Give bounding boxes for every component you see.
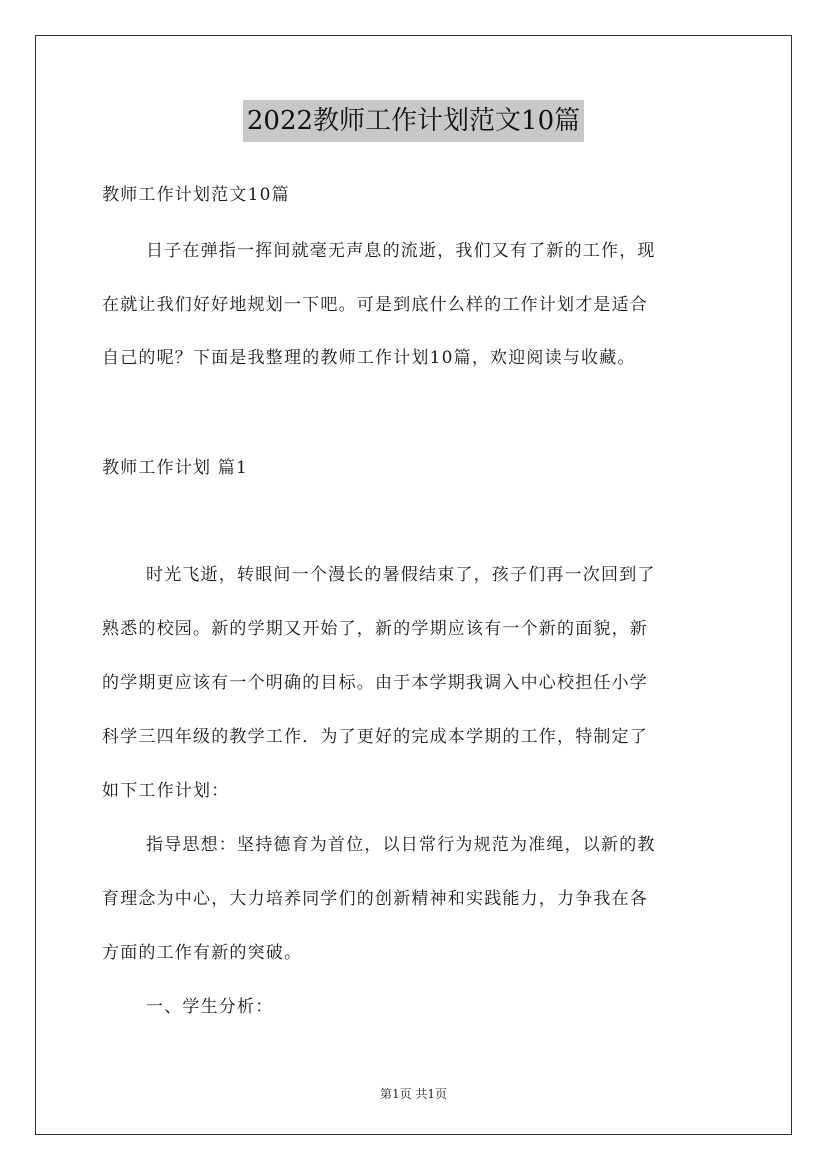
- paragraph-line: 指导思想：坚持德育为首位，以日常行为规范为准绳，以新的教: [146, 835, 656, 855]
- paragraph-line: 科学三四年级的教学工作．为了更好的完成本学期的工作，特制定了: [102, 727, 648, 747]
- document-title-text: 2022教师工作计划范文10篇: [243, 100, 584, 142]
- document-subtitle: 教师工作计划范文10篇: [102, 185, 290, 205]
- paragraph-line: 育理念为中心，大力培养同学们的创新精神和实践能力，力争我在各: [102, 889, 648, 909]
- paragraph-line: 的学期更应该有一个明确的目标。由于本学期我调入中心校担任小学: [102, 673, 648, 693]
- section-heading: 教师工作计划 篇1: [102, 458, 249, 478]
- paragraph-line: 如下工作计划：: [102, 781, 230, 801]
- intro-line: 在就让我们好好地规划一下吧。可是到底什么样的工作计划才是适合: [102, 295, 648, 315]
- intro-line: 日子在弹指一挥间就毫无声息的流逝，我们又有了新的工作，现: [146, 241, 656, 261]
- paragraph-line: 方面的工作有新的突破。: [102, 943, 303, 963]
- document-title: [0, 100, 827, 142]
- intro-line: 自己的呢？下面是我整理的教师工作计划10篇，欢迎阅读与收藏。: [102, 348, 636, 368]
- paragraph-line: 时光飞逝，转眼间一个漫长的暑假结束了，孩子们再一次回到了: [146, 565, 656, 585]
- page-footer: 第1页 共1页: [379, 1087, 448, 1101]
- list-heading: 一、学生分析：: [146, 997, 274, 1017]
- paragraph-line: 熟悉的校园。新的学期又开始了，新的学期应该有一个新的面貌，新: [102, 619, 648, 639]
